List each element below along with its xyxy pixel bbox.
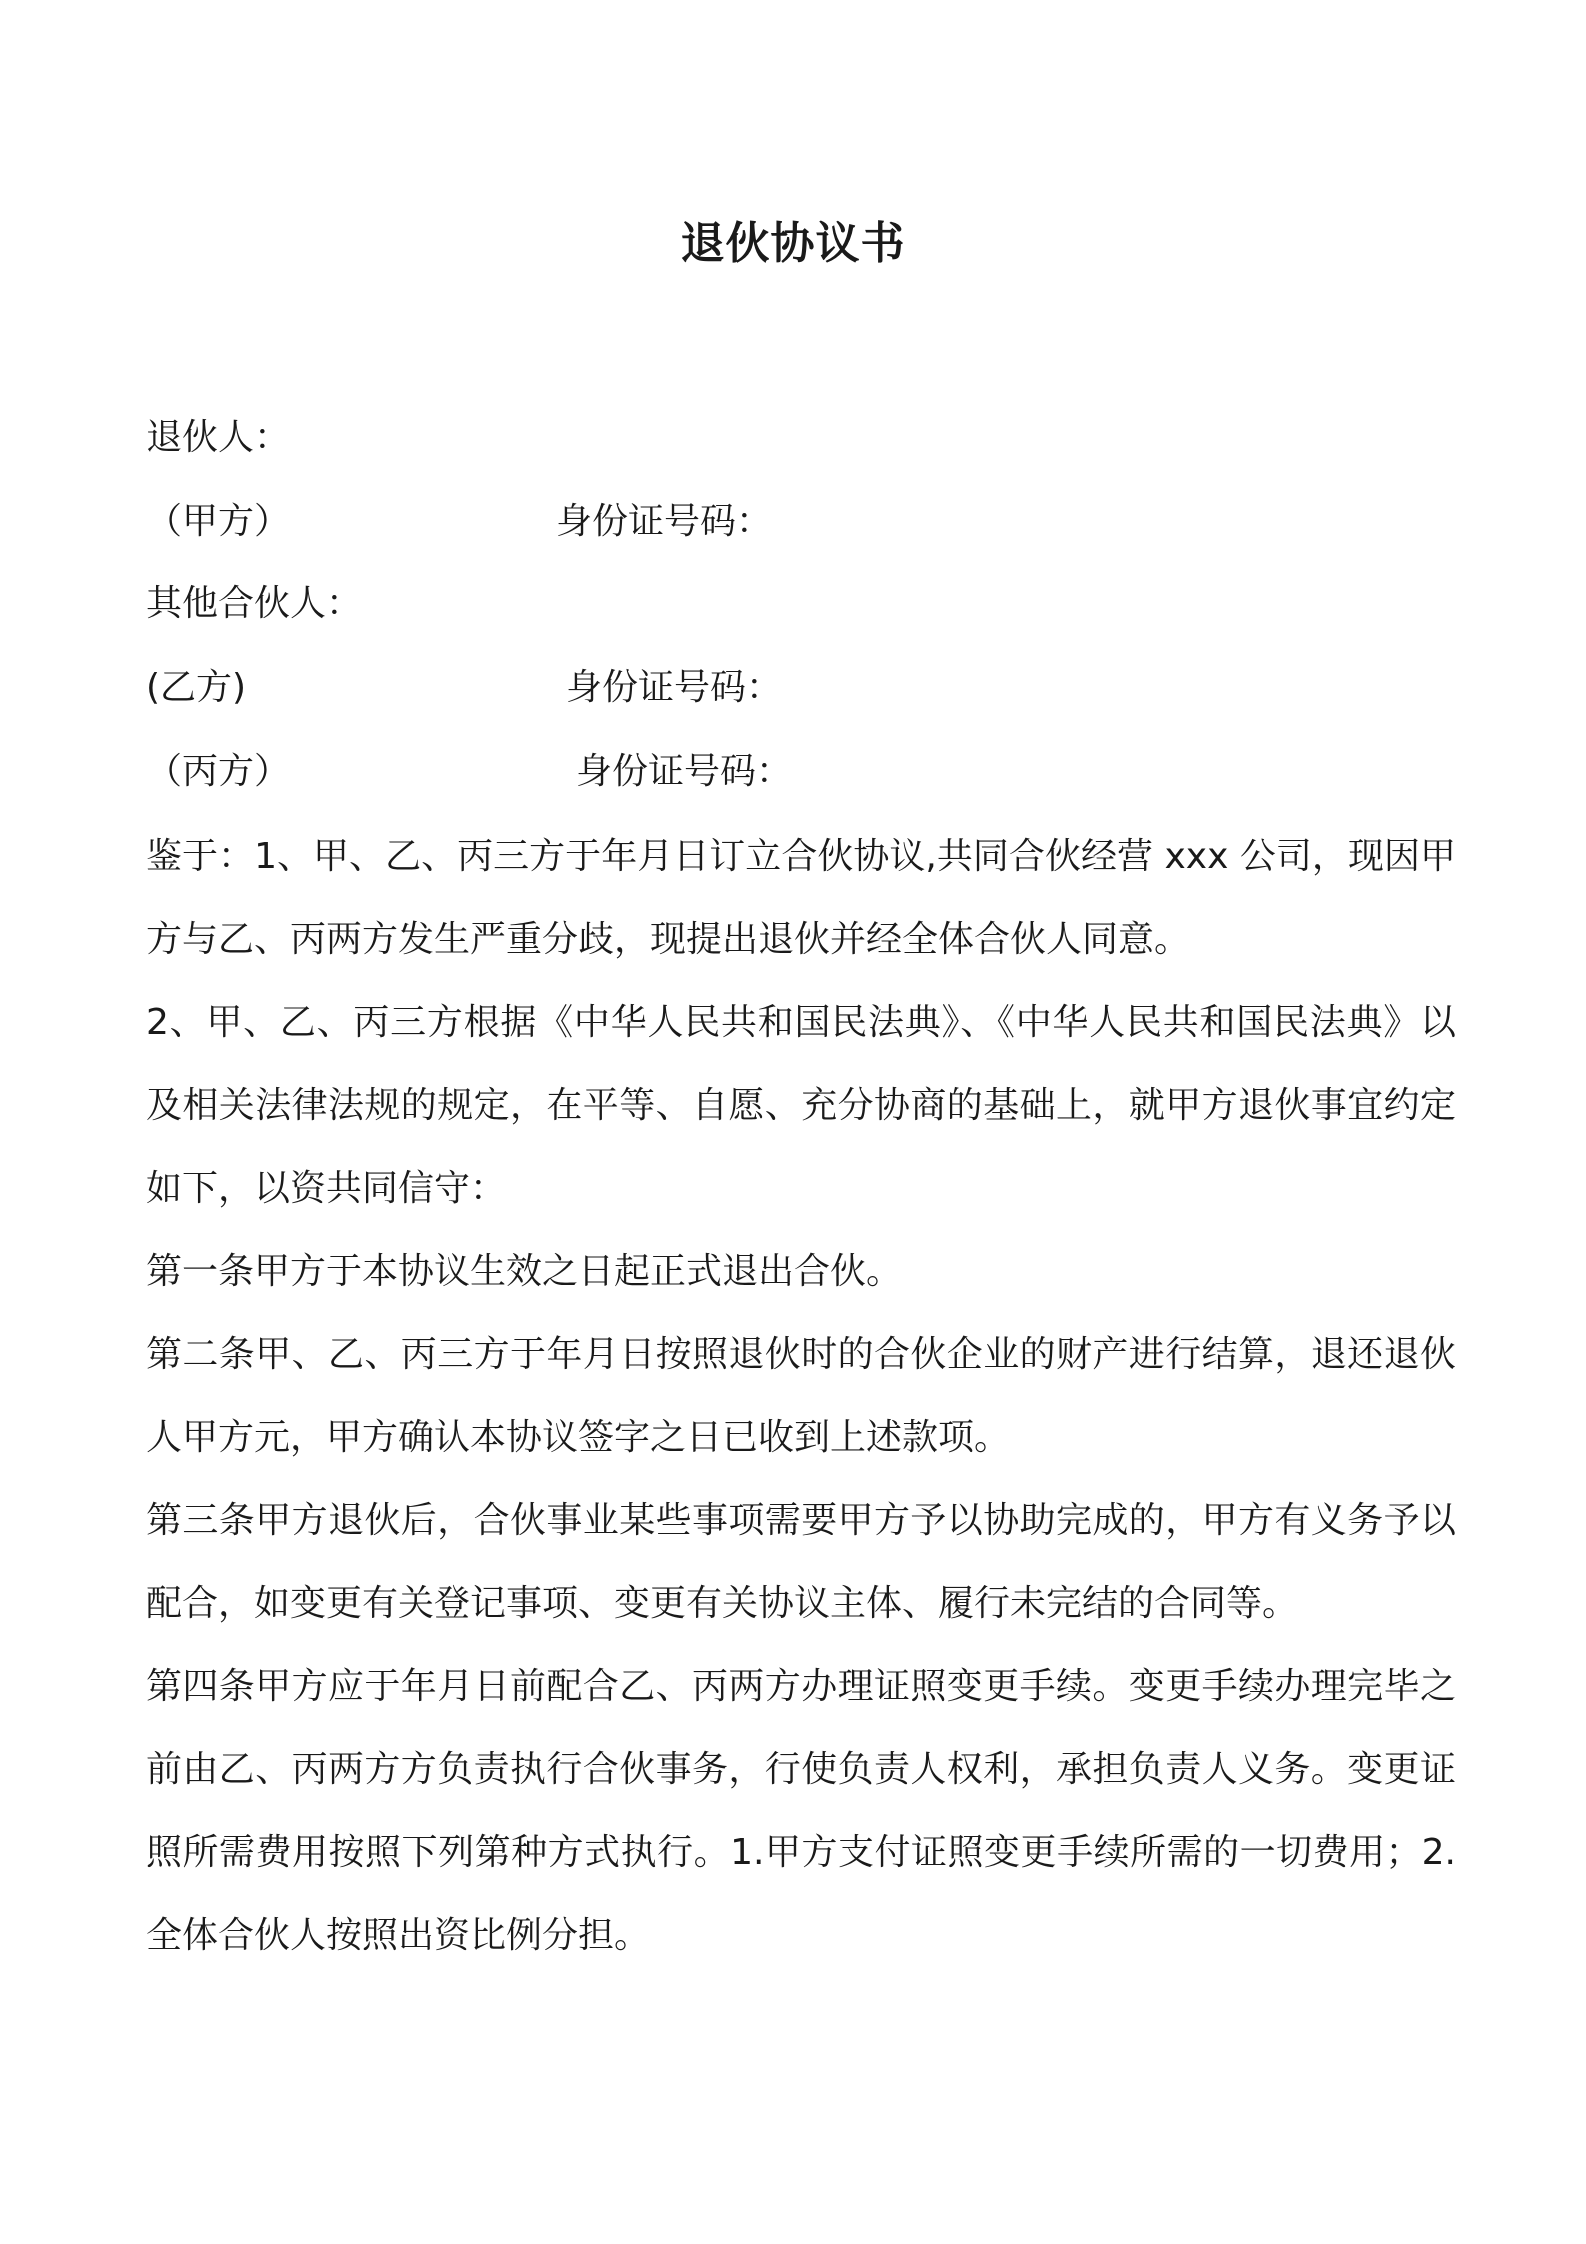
party-a-row [146, 496, 773, 548]
party-c-label: （丙方） [146, 751, 291, 792]
party-b-id-label: 身份证号码： [566, 667, 783, 708]
recital-paragraph-2: 2、甲、乙、丙三方根据《中华人民共和国民法典》、《中华人民共和国民法典》以及相关法律法规的规定，在平等、自愿、充分协商的基础上，就甲方退伙事宜约定如下，以资共同信守： [146, 1002, 1456, 1209]
party-c-id-label: 身份证号码： [576, 751, 793, 792]
party-b-label: (乙方) [146, 667, 247, 708]
party-a-id-label: 身份证号码： [556, 501, 773, 542]
article-2-paragraph: 第二条甲、乙、丙三方于年月日按照退伙时的合伙企业的财产进行结算，退还退伙人甲方元，甲方确认本协议签字之日已收到上述款项。 [146, 1334, 1456, 1458]
agreement-body [146, 815, 1456, 1977]
party-c-row [146, 746, 793, 798]
party-b-row [146, 662, 783, 714]
recital-paragraph-1: 鉴于：1、甲、乙、丙三方于年月日订立合伙协议,共同合伙经营 xxx 公司，现因甲方与乙、丙两方发生严重分歧，现提出退伙并经全体合伙人同意。 [146, 836, 1456, 960]
article-4-paragraph: 第四条甲方应于年月日前配合乙、丙两方办理证照变更手续。变更手续办理完毕之前由乙、丙两方方负责执行合伙事务，行使负责人权利，承担负责人义务。变更证照所需费用按照下列第种方式执行。1.甲方支付证照变更手续所需的一切费用；2.全体合伙人按照出资比例分担。 [146, 1666, 1456, 1956]
party-a-label: （甲方） [146, 501, 291, 542]
withdrawing-partner-label: 退伙人： [146, 417, 291, 458]
other-partners-label: 其他合伙人： [146, 583, 363, 624]
article-1-paragraph: 第一条甲方于本协议生效之日起正式退出合伙。 [146, 1251, 903, 1292]
article-3-paragraph: 第三条甲方退伙后，合伙事业某些事项需要甲方予以协助完成的，甲方有义务予以配合，如变更有关登记事项、变更有关协议主体、履行未完结的合同等。 [146, 1500, 1456, 1624]
document-title: 退伙协议书 [680, 218, 906, 269]
